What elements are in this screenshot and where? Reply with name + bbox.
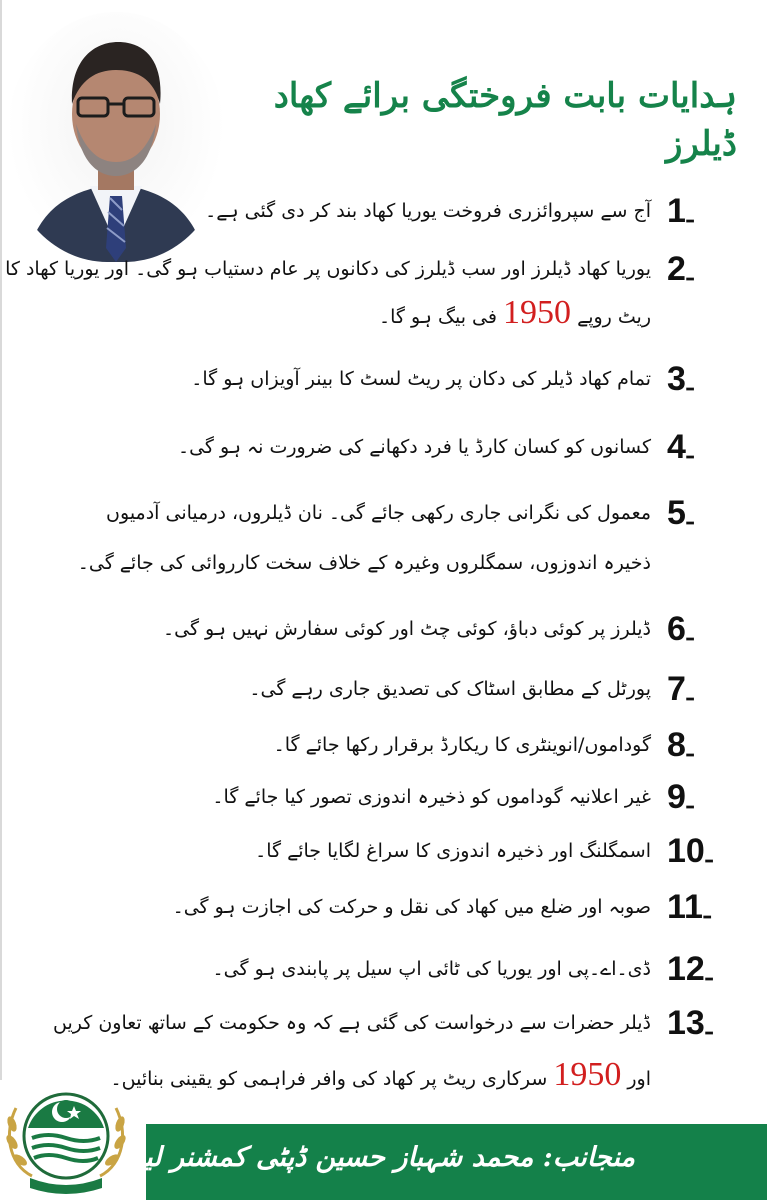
item-text: تمام کھاد ڈیلر کی دکان پر ریٹ لسٹ کا بینر آویزاں ہو گا۔ bbox=[191, 368, 651, 390]
item-number: 11ـ bbox=[667, 888, 711, 926]
item-number: 8ـ bbox=[667, 726, 694, 764]
item-number: 7ـ bbox=[667, 670, 694, 708]
item-text: پورٹل کے مطابق اسٹاک کی تصدیق جاری رہے گی۔ bbox=[249, 678, 651, 700]
item-number: 6ـ bbox=[667, 610, 694, 648]
notice-title: ہدایات بابت فروختگی برائے کھاد ڈیلرز bbox=[273, 76, 737, 164]
rate-highlight: 1950 bbox=[553, 1056, 622, 1093]
government-of-punjab-emblem-icon bbox=[2, 1080, 130, 1198]
item-text: گوداموں/انوینٹری کا ریکارڈ برقرار رکھا جائے گا۔ bbox=[273, 734, 651, 756]
item-text: ڈیلر حضرات سے درخواست کی گئی ہے کہ وہ حکومت کے ساتھ تعاون کریں اور 1950 سرکاری ریٹ پر کھاد کی وافر فراہمی کو یقینی بنائیں۔ bbox=[53, 1012, 651, 1093]
item-number: 10ـ bbox=[667, 832, 713, 870]
rate-highlight: 1950 bbox=[503, 294, 572, 331]
item-number: 12ـ bbox=[667, 950, 713, 988]
instruction-item-6 bbox=[163, 610, 739, 652]
item-number: 13ـ bbox=[667, 1004, 713, 1042]
item-text: یوریا کھاد ڈیلرز اور سب ڈیلرز کی دکانوں پر عام دستیاب ہو گی۔ اور یوریا کھاد کا ریٹ روپے 1950 فی بیگ ہو گا۔ bbox=[5, 258, 651, 331]
item-text: معمول کی نگرانی جاری رکھی جائے گی۔ نان ڈیلروں، درمیانی آدمیوں ذخیرہ اندوزوں، سمگلروں وغیرہ کے خلاف سخت کارروائی کی جائے گی۔ bbox=[77, 502, 651, 574]
item-number: 5ـ bbox=[667, 494, 694, 532]
instruction-item-7 bbox=[249, 670, 739, 712]
item-text: غیر اعلانیہ گوداموں کو ذخیرہ اندوزی تصور کیا جائے گا۔ bbox=[212, 786, 651, 808]
footer-banner bbox=[129, 1124, 767, 1200]
instruction-item-13 bbox=[53, 1004, 739, 1098]
item-number: 3ـ bbox=[667, 360, 694, 398]
instruction-item-3 bbox=[191, 360, 739, 402]
instruction-item-5 bbox=[78, 494, 739, 582]
instruction-item-10 bbox=[255, 832, 739, 874]
instruction-item-1 bbox=[205, 192, 739, 234]
instruction-item-8 bbox=[274, 726, 739, 768]
item-text: کسانوں کو کسان کارڈ یا فرد دکھانے کی ضرورت نہ ہو گی۔ bbox=[177, 436, 651, 458]
item-text: صوبہ اور ضلع میں کھاد کی نقل و حرکت کی اجازت ہو گی۔ bbox=[172, 896, 651, 918]
item-text: ڈی۔اے۔پی اور یوریا کی ٹائی اپ سیل پر پابندی ہو گی۔ bbox=[212, 958, 651, 980]
item-text: آج سے سپروائزری فروخت یوریا کھاد بند کر دی گئی ہے۔ bbox=[205, 200, 651, 222]
item-number: 2ـ bbox=[667, 250, 694, 288]
instruction-item-4 bbox=[178, 428, 739, 470]
item-number: 9ـ bbox=[667, 778, 694, 816]
item-text: اسمگلنگ اور ذخیرہ اندوزی کا سراغ لگایا جائے گا۔ bbox=[255, 840, 651, 862]
instruction-item-11 bbox=[173, 888, 739, 930]
item-number: 4ـ bbox=[667, 428, 694, 466]
footer-attribution: منجانب: محمد شہباز حسین ڈپٹی کمشنر لیہ bbox=[129, 1142, 635, 1173]
instruction-item-9 bbox=[212, 778, 739, 820]
instruction-item-2 bbox=[5, 250, 739, 336]
item-text: ڈیلرز پر کوئی دباؤ، کوئی چٹ اور کوئی سفارش نہیں ہو گی۔ bbox=[162, 618, 651, 640]
item-number: 1ـ bbox=[667, 192, 694, 230]
instruction-item-12 bbox=[213, 950, 739, 992]
